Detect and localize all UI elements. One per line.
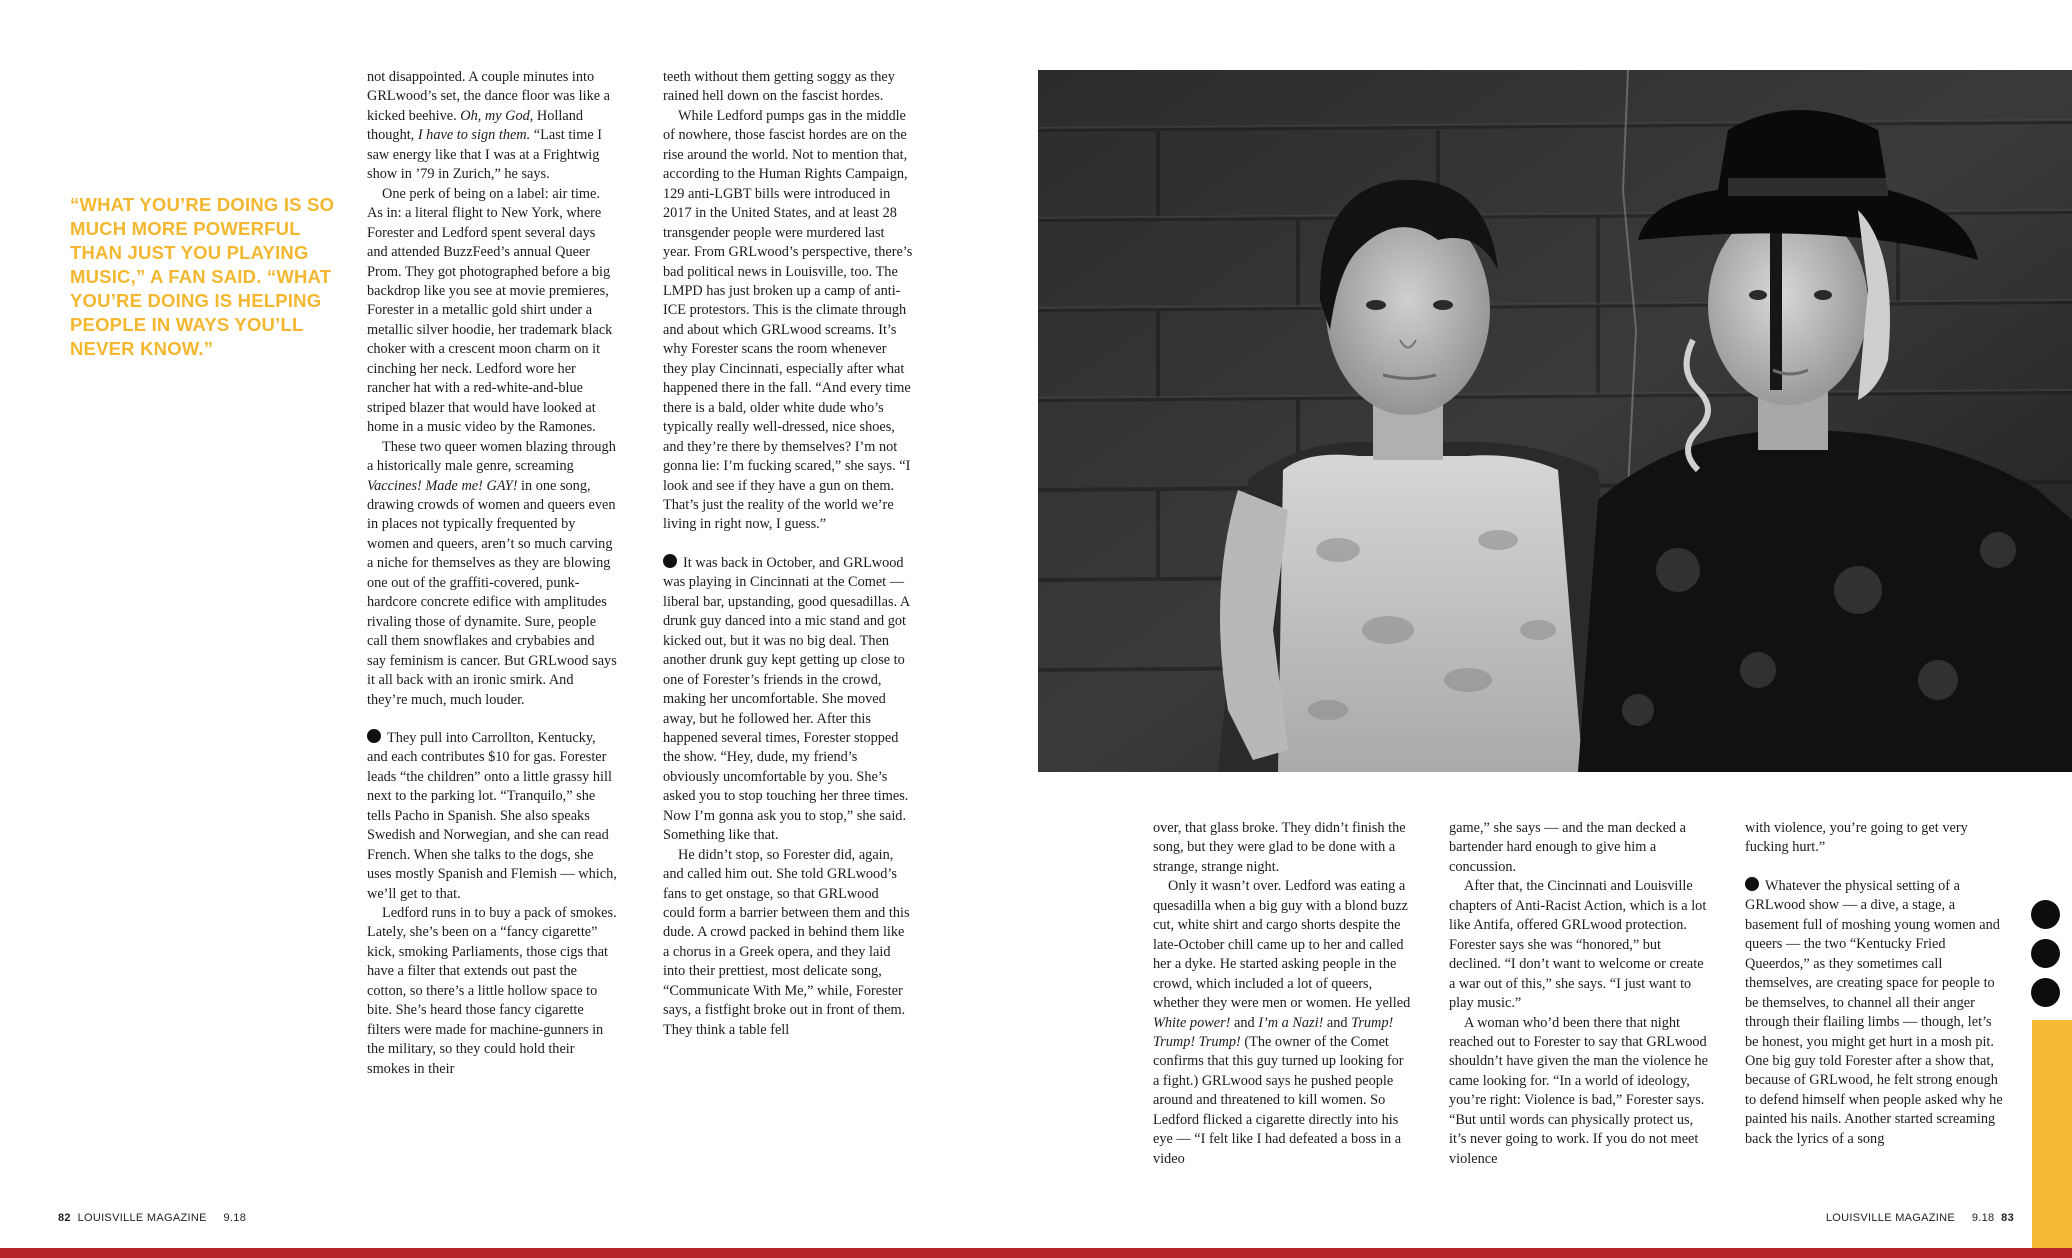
article-column-3: [1153, 819, 1413, 1169]
page-nav-dot-icon: [2031, 978, 2060, 1007]
section-paragraph: It was back in October, and GRLwood was playing in Cincinnati at the Comet — liberal bar, upstanding, good quesadillas. A drunk guy danced into a mic stand and got kicked out, but it was no big deal. Then another drunk guy kept getting up close to one of Forester’s friends in the crowd, making her uncomfortable. She moved away, but he followed her. After this happened several times, Forester stopped the show. “Hey, dude, my friend’s obviously uncomfortable by you. She’s asked you to stop touching her three times. Now I’m gonna ask you to stop,” she said. Something like that.: [663, 554, 910, 844]
paragraph: He didn’t stop, so Forester did, again, and called him out. She told GRLwood’s fans to get onstage, so that GRLwood could form a barrier between them and this dude. A crowd packed in behind them like a chorus in a Greek opera, and they laid into their prettiest, most delicate song, “Communicate With Me,” while, Forester says, a fistfight broke out in front of them. They think a table fell: [663, 846, 910, 1038]
folio-right: LOUISVILLE MAGAZINE 9.18 83: [1825, 1212, 2014, 1224]
section-bullet-icon: [1745, 877, 1759, 891]
folio-left: 82 LOUISVILLE MAGAZINE 9.18: [58, 1212, 247, 1224]
paragraph: not disappointed. A couple minutes into GRLwood’s set, the dance floor was like a kicked beehive. Oh, my God, Holland thought, I have to sign them. “Last time I saw energy like that I was at a Frightwig show in ’79 in Zurich,” he says.: [367, 69, 610, 183]
article-column-2: [663, 68, 913, 1040]
page-nav-dot-icon: [2031, 939, 2060, 968]
paragraph: While Ledford pumps gas in the middle of nowhere, those fascist hordes are on the rise around the world. Not to mention that, according to the Human Rights Campaign, 129 anti-LGBT bills were introduced in 2017 in the United States, and at least 28 transgender people were murdered last year. From GRLwood’s perspective, there’s bad political news in Louisville, too. The LMPD has just broken up a camp of anti-ICE protestors. This is the climate through and about which GRLwood screams. It’s why Forester scans the room whenever they play Cincinnati, especially after what happened there in the fall. “And every time there is a bald, older white dude who’s typically really well-dressed, nice shoes, and they’re there by themselves? I’m not gonna lie: I’m fucking scared,” she says. “I look and see if they have a gun on them. That’s just the reality of the world we’re living in right now, I guess.”: [663, 107, 913, 533]
paragraph: One perk of being on a label: air time. As in: a literal flight to New York, where Forester and Ledford spent several days and attended BuzzFeed’s annual Queer Prom. They got photographed before a big backdrop like you see at movie premieres, Forester in a metallic gold shirt under a metallic silver hoodie, her trademark black choker with a crescent moon charm on it cinching her neck. Ledford wore her rancher hat with a red-white-and-blue striped blazer that would have looked at home in a music video by the Ramones.: [367, 185, 613, 436]
paragraph: game,” she says — and the man decked a bartender hard enough to give him a concussion.: [1449, 820, 1687, 875]
article-column-5: [1745, 819, 2005, 1149]
paragraph: teeth without them getting soggy as they rained hell down on the fascist hordes.: [663, 69, 895, 105]
band-photo: [1038, 70, 2072, 772]
paragraph: with violence, you’re going to get very fucking hurt.”: [1745, 820, 1968, 856]
section-paragraph: They pull into Carrollton, Kentucky, and each contributes $10 for gas. Forester leads “the children” onto a little grassy hill next to the parking lot. “Tranquilo,” she tells Pacho in Spanish. She also speaks Swedish and Norwegian, and she can read French. When she talks to the dogs, she uses mostly Spanish and Flemish — which, we’ll get to that.: [367, 729, 617, 902]
paragraph: Only it wasn’t over. Ledford was eating a quesadilla when a big guy with a blond buzz cut, white shirt and cargo shorts despite the late-October chill came up to her and called her a dyke. He started asking people in the crowd, which included a lot of queers, whether they were men or women. He yelled White power! and I’m a Nazi! and Trump! Trump! Trump! (The owner of the Comet confirms that this guy turned up looking for a fight.) GRLwood says he pushed people around and threatened to kill women. So Ledford flicked a cigarette directly into his eye — “I felt like I had defeated a boss in a video: [1153, 878, 1411, 1167]
paragraph: After that, the Cincinnati and Louisville chapters of Anti-Racist Action, which is a lot like Antifa, offered GRLwood protection. Forester says she was “honored,” but declined. “I don’t want to welcome or create a war out of this,” she says. “I just want to play music.”: [1449, 878, 1707, 1012]
page-nav-dot-icon: [2031, 900, 2060, 929]
section-color-tab: [2032, 1020, 2072, 1248]
article-column-1: [367, 68, 617, 1079]
paragraph: Ledford runs in to buy a pack of smokes. Lately, she’s been on a “fancy cigarette” kick, smoking Parliaments, those cigs that have a filter that extends out past the cotton, so there’s a little hollow space to bite. She’s heard those fancy cigarette filters were made for machine-gunners in the military, so they could hold their smokes in their: [367, 905, 617, 1077]
paragraph: A woman who’d been there that night reached out to Forester to say that GRLwood shouldn’t have given the man the violence he came looking for. “In a world of ideology, you’re right: Violence is bad,” Forester says. “But until words can physically protect us, it’s never going to work. If you do not meet violence: [1449, 1014, 1708, 1167]
bottom-color-bar: [0, 1248, 2072, 1258]
article-column-4: [1449, 819, 1709, 1169]
paragraph: These two queer women blazing through a historically male genre, screaming Vaccines! Made me! GAY! in one song, drawing crowds of women and queers even in places not typically frequented by women and queers, aren’t so much carving a niche for themselves as they are blowing one out of the graffiti-covered, punk-hardcore concrete edifice with amplitudes rivaling those of dynamite. Sure, people call them snowflakes and crybabies and say feminism is cancer. But GRLwood says it all back with an ironic smirk. And they’re much, much louder.: [367, 438, 617, 708]
section-bullet-icon: [367, 729, 381, 743]
section-bullet-icon: [663, 554, 677, 568]
paragraph: over, that glass broke. They didn’t finish the song, but they were glad to be done with a strange, strange night.: [1153, 820, 1406, 875]
pull-quote: “WHAT YOU’RE DOING IS SO MUCH MORE POWERFUL THAN JUST YOU PLAYING MUSIC,” A FAN SAID. “WHAT YOU’RE DOING IS HELPING PEOPLE IN WAYS YOU’LL NEVER KNOW.”: [70, 194, 335, 359]
section-paragraph: Whatever the physical setting of a GRLwood show — a dive, a stage, a basement full of moshing young women and queers — the two “Kentucky Fried Queerdos,” as they sometimes call themselves, are creating space for people to be themselves, to channel all their anger through their flailing limbs — though, let’s be honest, you might get hurt in a mosh pit. One big guy told Forester after a show that, because of GRLwood, he felt strong enough to defend himself when people asked why he painted his nails. Another started screaming back the lyrics of a song: [1745, 877, 2003, 1147]
